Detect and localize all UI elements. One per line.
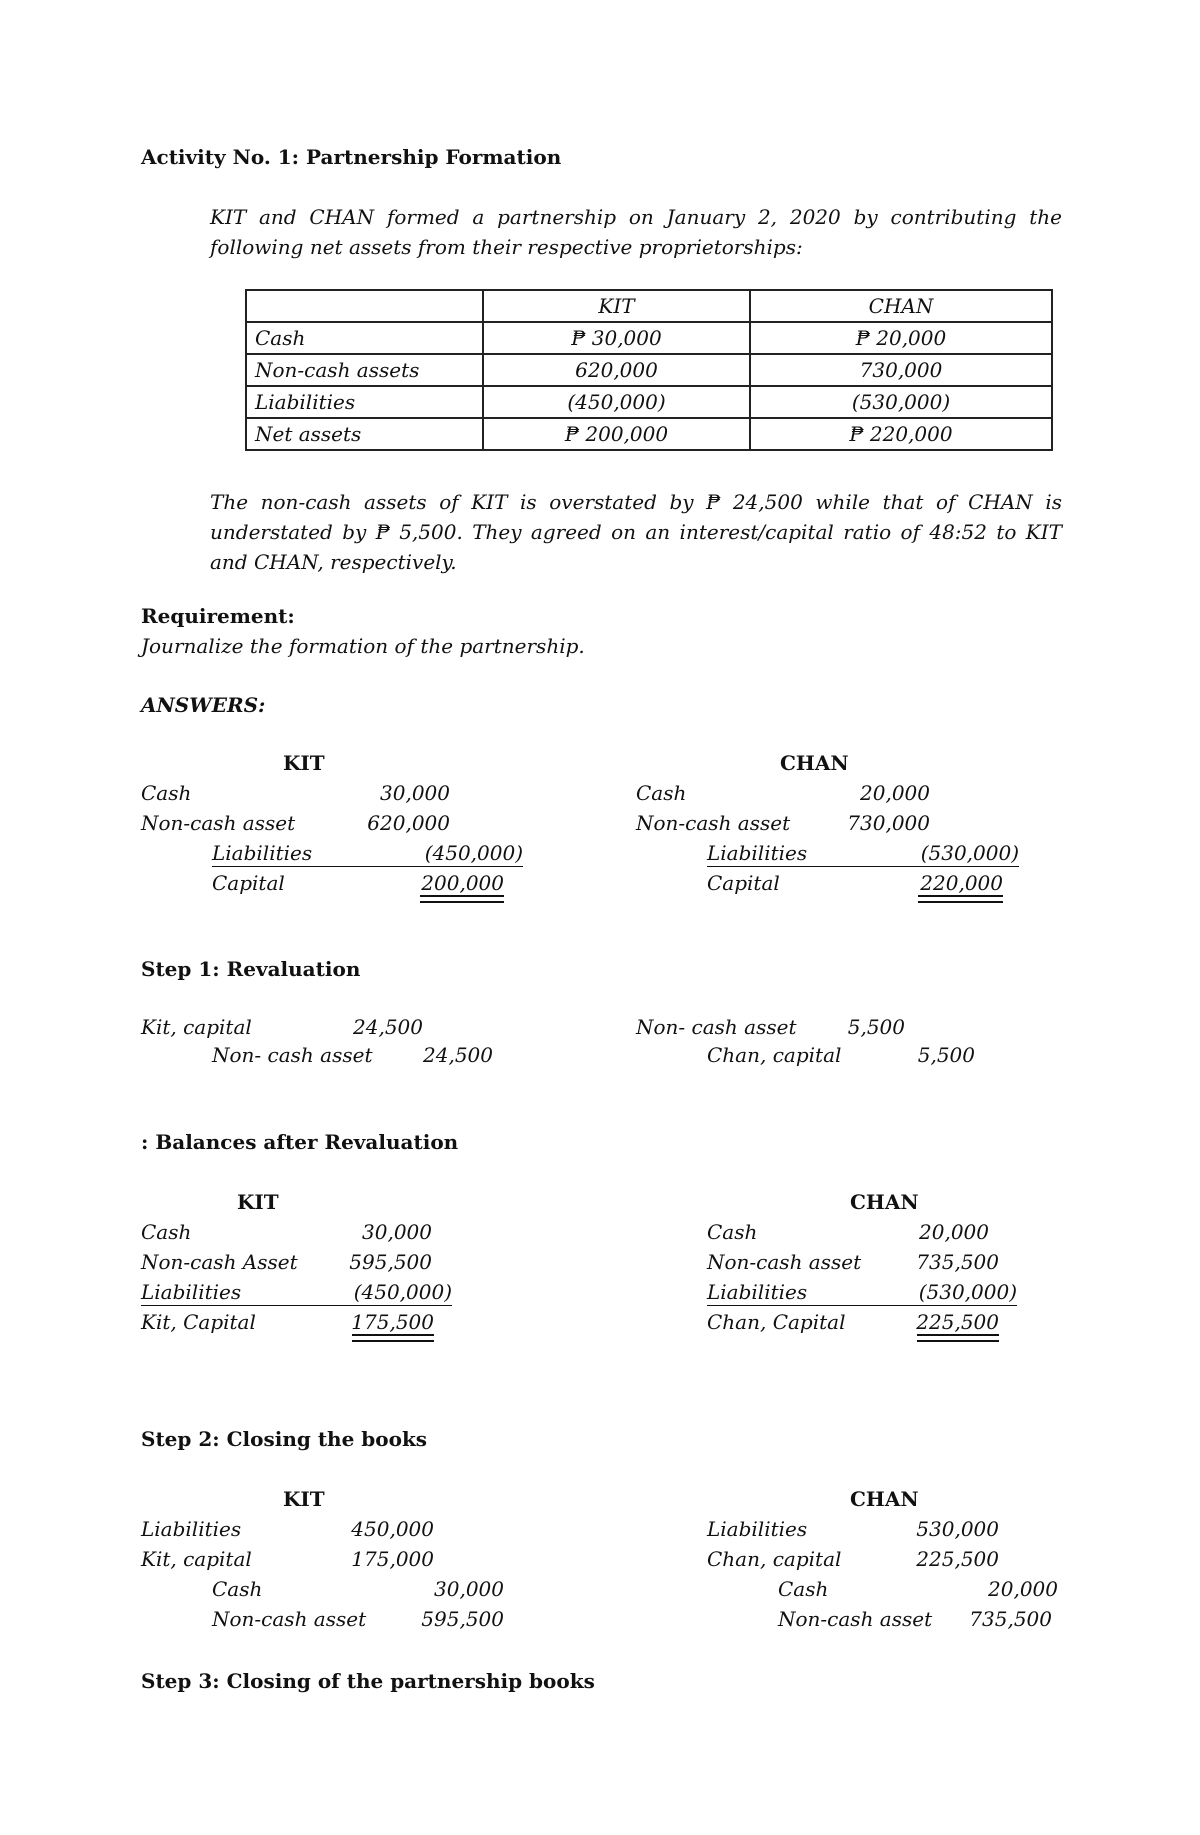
table-header-blank [246,290,483,322]
bal-chan-liab-value: (530,000) [918,1280,1017,1304]
bal-chan-capital-label: Chan, Capital [707,1310,846,1334]
step1-chan-debit: Non- cash asset [636,1015,797,1039]
intro-paragraph: KIT and CHAN formed a partnership on January 2, 2020 by contributing the following net assets from their respective proprietorships: [210,205,1062,259]
step2-kit-debit2-value: 175,000 [351,1547,434,1571]
bal-kit-capital-double-underline [352,1334,434,1342]
requirement-heading: Requirement: [141,604,295,628]
bal-chan-nca-label: Non-cash asset [707,1250,862,1274]
kit-value: ₱ 30,000 [483,322,750,354]
kit-heading: KIT [283,751,325,775]
balances-heading: : Balances after Revaluation [141,1130,459,1154]
step2-kit-debit1-value: 450,000 [351,1517,434,1541]
step2-chan-heading: CHAN [850,1487,919,1511]
chan-heading: CHAN [780,751,849,775]
step2-kit-heading: KIT [283,1487,325,1511]
bal-chan-nca-value: 735,500 [916,1250,999,1274]
step2-chan-debit2: Chan, capital [707,1547,842,1571]
step2-chan-debit1: Liabilities [707,1517,808,1541]
chan-value: ₱ 20,000 [750,322,1052,354]
table-row [246,354,1052,386]
kit-nca-value: 620,000 [367,811,450,835]
chan-value: ₱ 220,000 [750,418,1052,450]
chan-liab-underline [707,866,1019,867]
row-label: Net assets [246,418,483,450]
bal-kit-nca-value: 595,500 [349,1250,432,1274]
step1-chan-credit: Chan, capital [707,1043,842,1067]
step1-kit-debit: Kit, capital [141,1015,252,1039]
bal-chan-cash-label: Cash [707,1220,758,1244]
bal-kit-capital-label: Kit, Capital [141,1310,256,1334]
step1-chan-credit-value: 5,500 [917,1043,975,1067]
net-assets-table [245,289,1053,451]
bal-kit-capital-value: 175,500 [351,1310,434,1334]
step2-kit-debit2: Kit, capital [141,1547,252,1571]
bal-chan-liab-label: Liabilities [707,1280,808,1304]
answers-heading: ANSWERS: [141,693,266,717]
bal-kit-cash-label: Cash [141,1220,192,1244]
kit-capital-double-underline [420,895,504,903]
kit-value: (450,000) [483,386,750,418]
step2-chan-credit2-value: 735,500 [969,1607,1052,1631]
step2-chan-credit1: Cash [778,1577,829,1601]
step1-chan-debit-value: 5,500 [847,1015,905,1039]
kit-capital-label: Capital [212,871,285,895]
table-header-kit: KIT [483,290,750,322]
chan-nca-label: Non-cash asset [636,811,791,835]
bal-kit-liab-label: Liabilities [141,1280,242,1304]
step2-kit-credit2: Non-cash asset [212,1607,367,1631]
step2-chan-credit2: Non-cash asset [778,1607,933,1631]
step1-kit-credit: Non- cash asset [212,1043,373,1067]
table-row [246,386,1052,418]
step2-heading: Step 2: Closing the books [141,1427,428,1451]
table-row [246,418,1052,450]
kit-capital-value: 200,000 [421,871,504,895]
requirement-text: Journalize the formation of the partnership. [141,634,585,658]
bal-kit-nca-label: Non-cash Asset [141,1250,298,1274]
chan-liab-label: Liabilities [707,841,808,865]
note-paragraph: The non-cash assets of KIT is overstated by ₱ 24,500 while that of CHAN is understated by ₱ 5,500. They agreed on an interest/capital ratio of 48:52 to KIT and CHAN, respectively. [210,490,1062,574]
chan-nca-value: 730,000 [847,811,930,835]
bal-chan-heading: CHAN [850,1190,919,1214]
table-row [246,322,1052,354]
step1-kit-debit-value: 24,500 [353,1015,423,1039]
row-label: Liabilities [246,386,483,418]
chan-capital-double-underline [918,895,1003,903]
table-header-chan: CHAN [750,290,1052,322]
bal-kit-heading: KIT [237,1190,279,1214]
chan-cash-label: Cash [636,781,687,805]
step2-kit-debit1: Liabilities [141,1517,242,1541]
chan-value: (530,000) [750,386,1052,418]
chan-cash-value: 20,000 [860,781,930,805]
row-label: Cash [246,322,483,354]
kit-nca-label: Non-cash asset [141,811,296,835]
kit-liab-value: (450,000) [424,841,523,865]
step2-chan-credit1-value: 20,000 [988,1577,1058,1601]
activity-title: Activity No. 1: Partnership Formation [141,145,562,169]
step2-chan-debit2-value: 225,500 [916,1547,999,1571]
chan-capital-label: Capital [707,871,780,895]
kit-cash-label: Cash [141,781,192,805]
bal-chan-capital-double-underline [917,1334,999,1342]
bal-kit-cash-value: 30,000 [362,1220,432,1244]
chan-value: 730,000 [750,354,1052,386]
chan-capital-value: 220,000 [920,871,1003,895]
table-header-row [246,290,1052,322]
step3-heading: Step 3: Closing of the partnership books [141,1669,595,1693]
step1-kit-credit-value: 24,500 [423,1043,493,1067]
bal-chan-capital-value: 225,500 [916,1310,999,1334]
step1-heading: Step 1: Revaluation [141,957,361,981]
bal-kit-liab-underline [141,1305,452,1306]
step2-kit-credit1: Cash [212,1577,263,1601]
kit-liab-label: Liabilities [212,841,313,865]
kit-value: 620,000 [483,354,750,386]
bal-chan-cash-value: 20,000 [919,1220,989,1244]
kit-liab-underline [212,866,523,867]
kit-cash-value: 30,000 [380,781,450,805]
chan-liab-value: (530,000) [920,841,1019,865]
step2-kit-credit1-value: 30,000 [434,1577,504,1601]
bal-kit-liab-value: (450,000) [353,1280,452,1304]
step2-chan-debit1-value: 530,000 [916,1517,999,1541]
row-label: Non-cash assets [246,354,483,386]
kit-value: ₱ 200,000 [483,418,750,450]
bal-chan-liab-underline [707,1305,1017,1306]
step2-kit-credit2-value: 595,500 [421,1607,504,1631]
